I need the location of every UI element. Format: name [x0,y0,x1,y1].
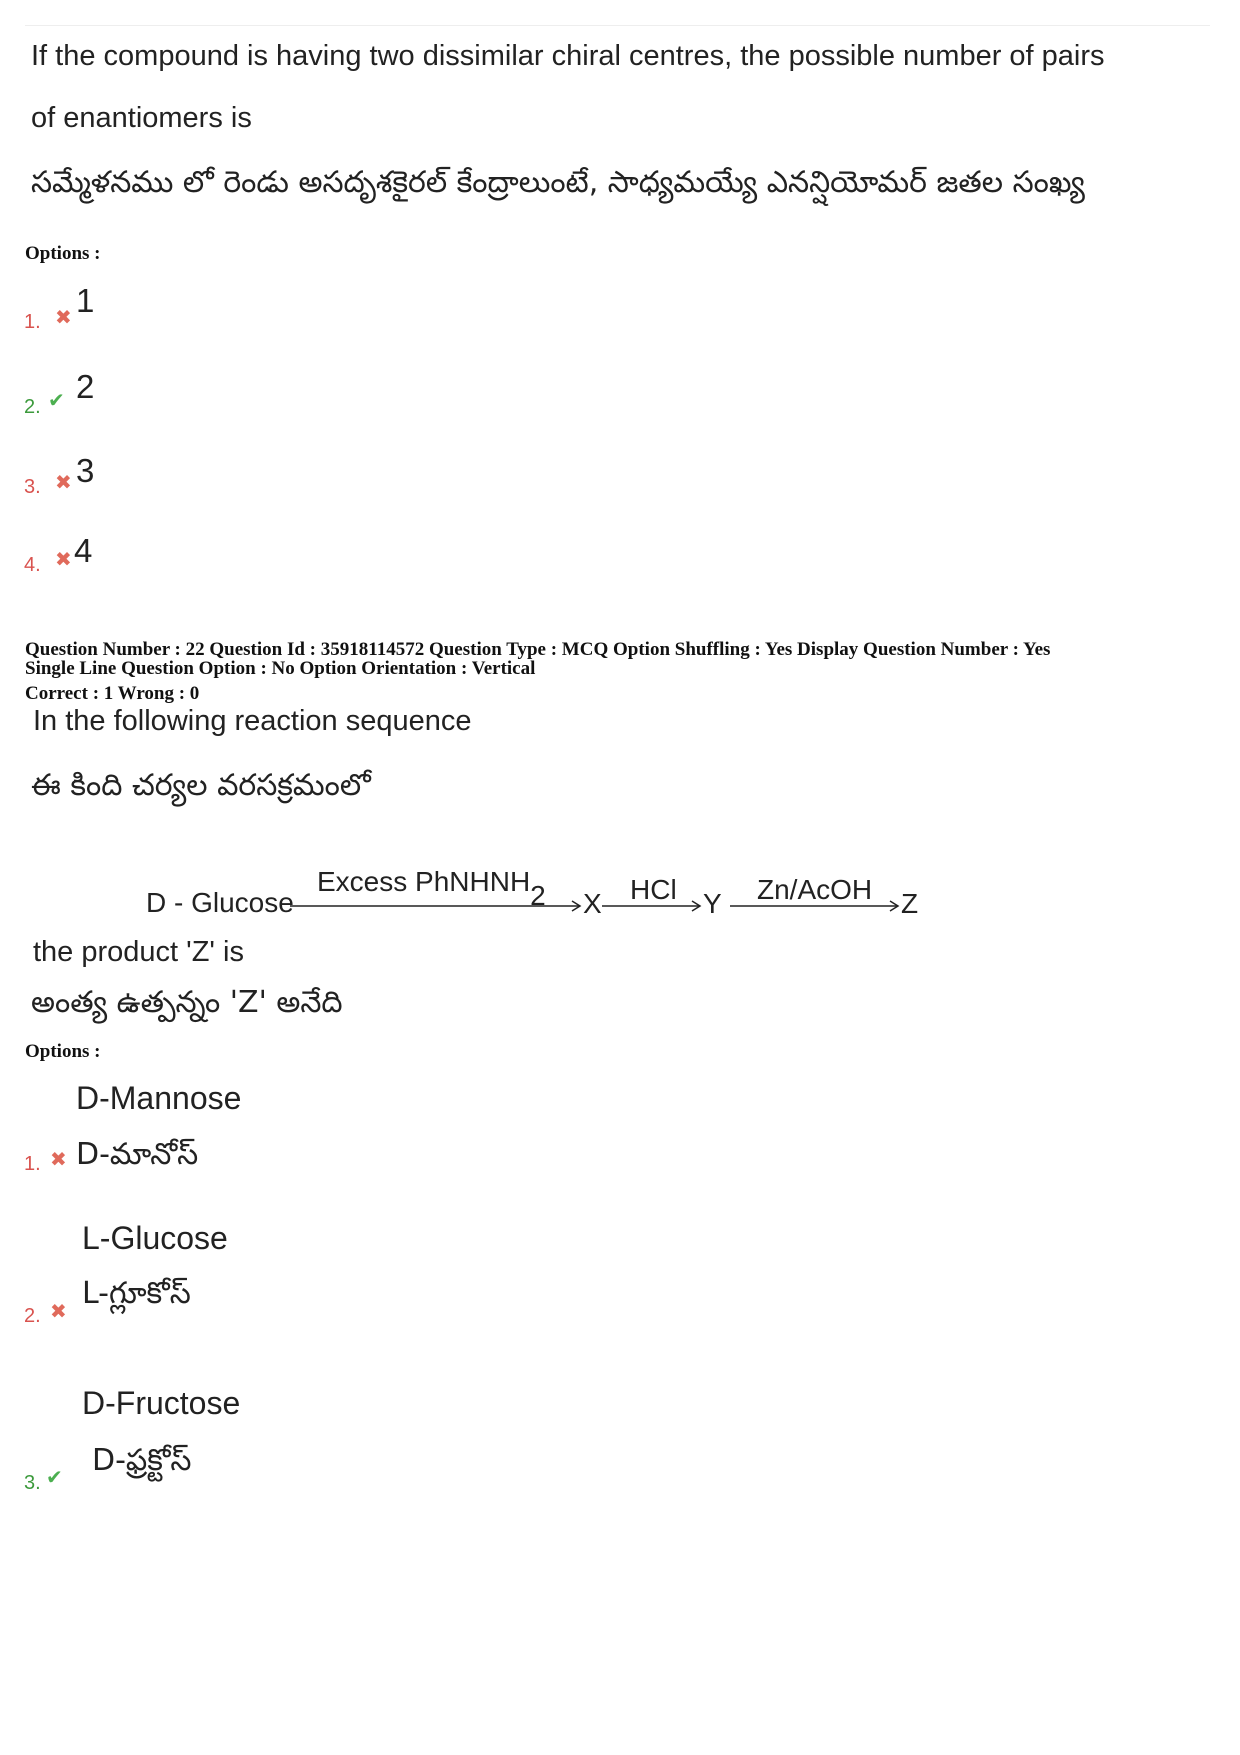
cross-icon: ✖ [50,1299,67,1323]
reaction-scheme [140,855,1040,930]
options-label: Options : [25,1041,101,1062]
question-meta-line1: Question Number : 22 Question Id : 35918114572 Question Type : MCQ Option Shuffling : Yes Display Question Number : Yes [25,639,1051,660]
check-icon: ✔ [46,1465,63,1489]
reactant-label: D - Glucose [146,887,294,918]
question-text-line2: the product 'Z' is [33,936,244,968]
product-z: Z [901,888,919,919]
option-text-te: D-మానోస్ [76,1137,199,1172]
reagent-3: Zn/AcOH [757,874,873,905]
cross-icon: ✖ [55,547,72,571]
question-text-telugu: ఈ కింది చర్యల వరసక్రమంలో [31,768,371,803]
option-value: 3 [76,452,95,489]
question-text-telugu: సమ్మేళనము లో రెండు అసదృశకైరల్ కేంద్రాలుంటే, సాధ్యమయ్యే ఎనన్షియోమర్ జతల సంఖ్య [31,165,1085,200]
option-text-te: L-గ్లూకోస్ [82,1276,191,1311]
option-text-en: L-Glucose [82,1220,228,1256]
question-text-line1: In the following reaction sequence [33,705,472,737]
reagent-1: Excess PhNHNH2 [317,866,546,911]
question-text-line2: of enantiomers is [31,102,252,134]
cross-icon: ✖ [55,305,72,329]
cross-icon: ✖ [55,470,72,494]
option-number: 1. [24,311,41,333]
check-icon: ✔ [48,388,65,412]
option-number: 3. [24,1472,41,1494]
option-text-en: D-Fructose [82,1385,241,1421]
question-text-telugu-2: అంత్య ఉత్పన్నం 'Z' అనేది [31,985,343,1020]
question-text-line1: If the compound is having two dissimilar chiral centres, the possible number of pairs [31,40,1105,72]
cross-icon: ✖ [50,1147,67,1171]
option-number: 1. [24,1153,41,1175]
product-y: Y [703,888,722,919]
question-meta-line2: Single Line Question Option : No Option Orientation : Vertical [25,658,536,679]
option-number: 4. [24,554,41,576]
marks-info: Correct : 1 Wrong : 0 [25,683,200,704]
option-number: 2. [24,396,41,418]
option-value: 1 [76,282,95,319]
product-x: X [583,888,602,919]
option-value: 2 [76,368,95,405]
reagent-2: HCl [630,874,677,905]
option-value: 4 [74,532,93,569]
option-number: 3. [24,476,41,498]
options-label: Options : [25,243,101,264]
top-divider [25,25,1210,26]
option-text-en: D-Mannose [76,1080,242,1116]
option-number: 2. [24,1305,41,1327]
option-text-te: D-ఫ్రక్టోస్ [92,1443,192,1478]
